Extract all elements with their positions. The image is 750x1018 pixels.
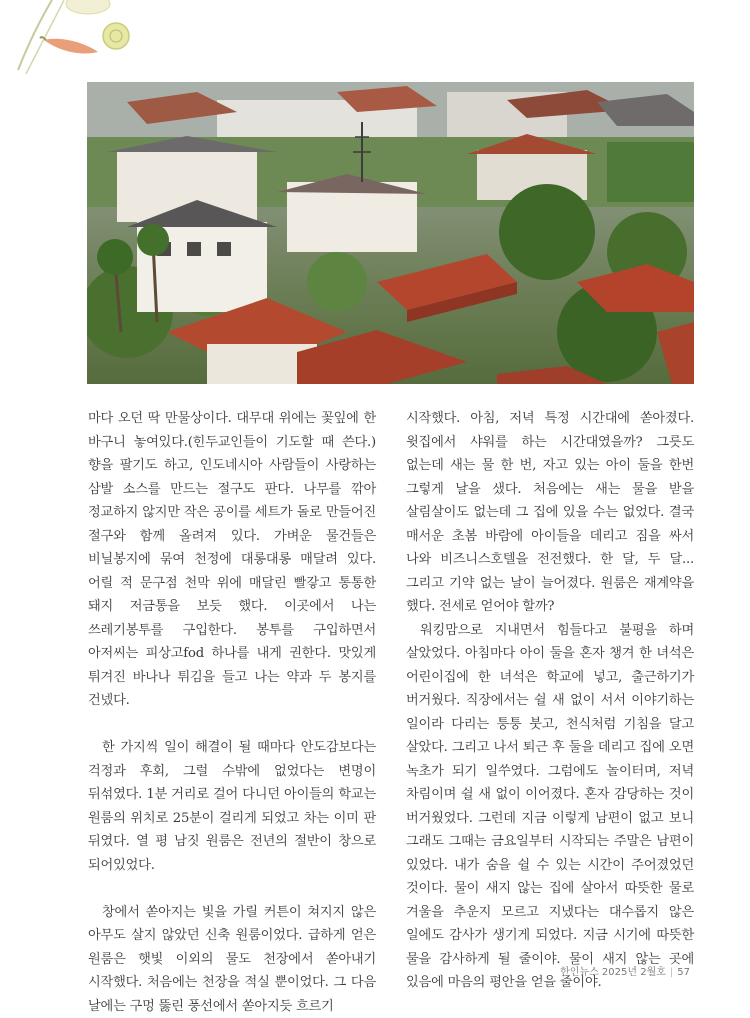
paragraph: 워킹맘으로 지내면서 힘들다고 불평을 하며 살았었다. 아침마다 아이 둘을 혼자 챙겨 한 녀석은 어린이집에 한 녀석은 학교에 넣고, 출근하기가 버거웠다. 직장에서는 쉴 새 없이 서서 이야기하는 일이라 다리는 퉁퉁 붓고, 천식처럼 기침을 달고 살았다. 그리고 나서 퇴근 후 둘을 데리고 집에 오면 녹초가 되기 일쑤였다. 그럼에도 놀이터며, 저녁 차림이며 쉴 새 없이 이어졌다. 혼자 감당하는 것이 버거웠었다. 그런데 지금 이렇게 남편이 없고 보니 그래도 그때는 금요일부터 시작되는 주말은 남편이 있었다. 내가 숨을 쉴 수 있는 시간이 주어졌었던 것이다. 물이 새지 않는 집에 살아서 따뜻한 물로 겨울을 추운지 모르고 지냈다는 대수롭지 않은 일에도 감사가 생기게 되었다. 지금 시기에 따뜻한 물을 감사하게 될 줄이야. 물이 새지 않는 곳에 있음에 마음의 평안을 얻을 줄이야. (406, 619, 694, 995)
paragraph: 한 가지씩 일이 해결이 될 때마다 안도감보다는 걱정과 후회, 그럴 수밖에 없었다는 변명이 뒤섞였다. 1분 거리로 걸어 다니던 아이들의 학교는 원룸의 위치로 25분이 걸리게 되었고 차는 이미 판 뒤였다. 열 평 남짓 원룸은 전년의 절반이 창으로 되어있었다. (88, 736, 376, 877)
article-column-right (406, 407, 694, 995)
okra-slice-icon (103, 23, 129, 49)
article-column-left (88, 407, 376, 1018)
page-number: 57 (677, 967, 690, 978)
neighborhood-photo (87, 82, 694, 384)
paragraph: 마다 오던 딱 만물상이다. 대무대 위에는 꽃잎에 한 바구니 놓여있다.(힌두교인들이 기도할 때 쓴다.)향을 팔기도 하고, 인도네시아 사람들이 사랑하는 삼발 소스를 만드는 절구도 판다. 나무를 깎아 정교하지 않지만 작은 공이를 세트가 돌로 만들어진 절구와 함께 올려져 있다. 가벼운 물건들은 비닐봉지에 묶여 천정에 대롱대롱 매달려 있다. 어릴 적 문구점 천막 위에 매달린 빨갛고 통통한 돼지 저금통을 보듯 했다. 이곳에서 나는 쓰레기봉투를 구입한다. 봉투를 구입하면서 아저씨는 피상고fod 하나를 내게 권한다. 맛있게 튀겨진 바나나 튀김을 들고 나는 약과 두 봉지를 건넸다. (88, 407, 376, 713)
footer-separator: | (670, 967, 673, 978)
vegetable-illustration (0, 0, 160, 80)
rooftops-illustration (87, 82, 694, 384)
page-footer (540, 963, 690, 978)
publication-name: 한인뉴스 2025년 2월호 (560, 967, 666, 978)
chili-pepper-icon (40, 37, 98, 53)
paragraph: 창에서 쏟아지는 빛을 가릴 커튼이 쳐지지 않은 아무도 살지 않았던 신축 원룸이었다. 급하게 얻은 원룸은 햇빛 이외의 물도 천장에서 쏟아내기 시작했다. 처음에는 천장을 적실 뿐이었다. 그 다음 날에는 구멍 뚫린 풍선에서 쏟아지듯 흐르기 (88, 901, 376, 1018)
paragraph: 시작했다. 아침, 저녁 특정 시간대에 쏟아졌다. 윗집에서 샤워를 하는 시간대였을까? 그릇도 없는데 새는 물 한 번, 자고 있는 아이 둘을 한번 그렇게 날을 샜다. 처음에는 새는 물을 받을 살림살이도 없는데 그 집에 있을 수는 없었다. 결국 매서운 초봄 바람에 아이들을 데리고 짐을 싸서 나와 비즈니스호텔을 전전했다. 한 달, 두 달... 그리고 기약 없는 날이 늘어졌다. 원룸은 재계약을 했다. 전세로 얻어야 할까? (406, 407, 694, 619)
onion-sketch-icon (66, 0, 110, 14)
